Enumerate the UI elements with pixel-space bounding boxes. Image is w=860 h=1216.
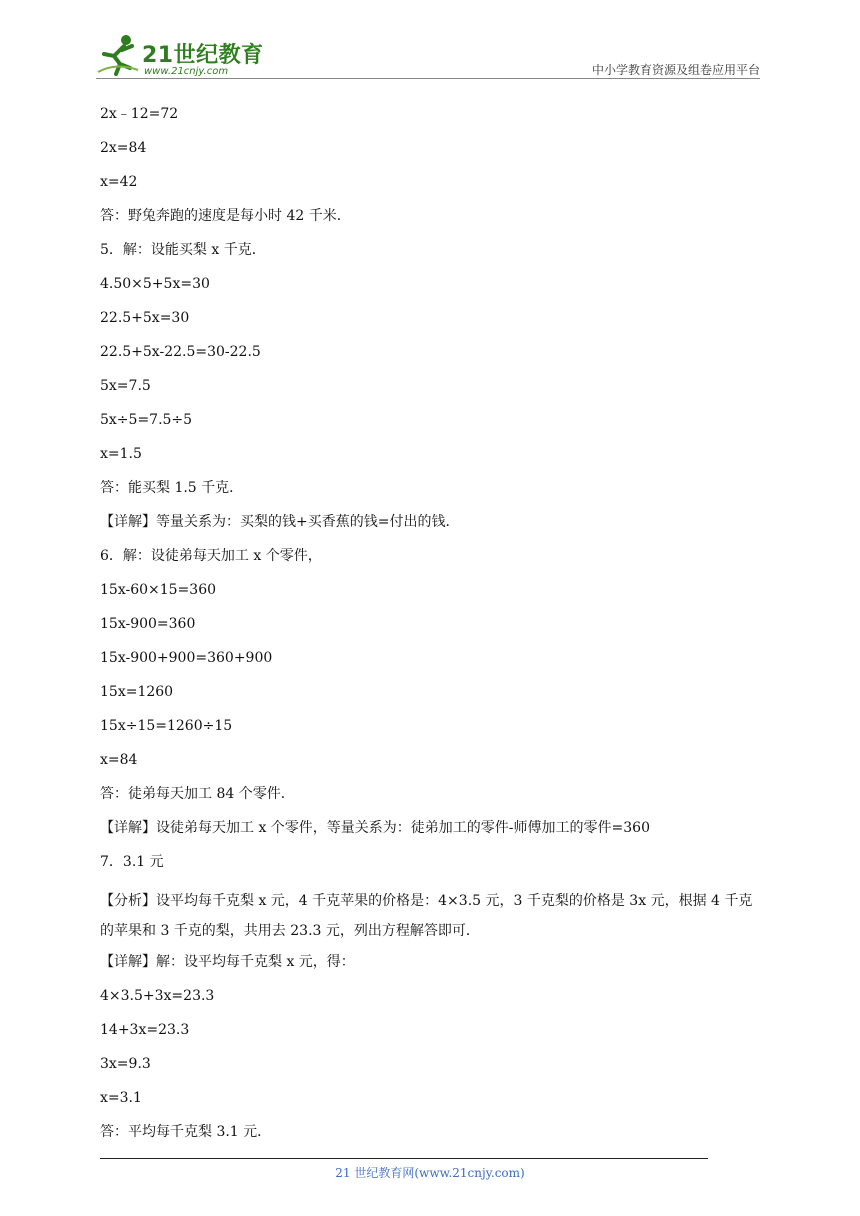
footer-divider [100, 1158, 708, 1159]
logo-text: 21世纪教育 [142, 43, 264, 68]
text-line: 3x=9.3 [100, 1056, 151, 1072]
logo-url: www.21cnjy.com [144, 66, 229, 77]
text-line: 4×3.5+3x=23.3 [100, 988, 215, 1004]
page-footer: 21 世纪教育网(www.21cnjy.com) [335, 1166, 525, 1180]
text-line: 【详解】等量关系为：买梨的钱+买香蕉的钱=付出的钱． [100, 514, 460, 530]
site-logo [96, 32, 266, 76]
text-line: 答：野兔奔跑的速度是每小时 42 千米． [100, 208, 351, 224]
text-line: 15x÷15=1260÷15 [100, 718, 233, 734]
text-line: 5．解：设能买梨 x 千克． [100, 242, 266, 258]
page-header [96, 28, 760, 80]
text-line: 14+3x=23.3 [100, 1022, 190, 1038]
header-platform-text: 中小学教育资源及组卷应用平台 [591, 63, 760, 77]
text-line: 2x﹣12=72 [100, 106, 179, 122]
header-divider [96, 78, 760, 79]
analysis-paragraph: 【分析】设平均每千克梨 x 元，4 千克苹果的价格是：4×3.5 元，3 千克梨的价格是 3x 元，根据 4 千克的苹果和 3 千克的梨，共用去 23.3 元，列出方程解答即可． [100, 893, 753, 939]
text-line: x=84 [100, 752, 138, 768]
runner-logo-icon [96, 32, 140, 76]
text-line: 【详解】解：设平均每千克梨 x 元，得： [100, 954, 355, 970]
text-line: 2x=84 [100, 140, 147, 156]
document-body [100, 104, 764, 1156]
text-line: 4.50×5+5x=30 [100, 276, 210, 292]
text-line: 15x-900+900=360+900 [100, 650, 273, 666]
text-line: 15x=1260 [100, 684, 174, 700]
text-line: 22.5+5x-22.5=30-22.5 [100, 344, 261, 360]
text-line: 6．解：设徒弟每天加工 x 个零件， [100, 548, 322, 564]
text-line: 答：徒弟每天加工 84 个零件． [100, 786, 295, 802]
text-line: x=42 [100, 174, 138, 190]
text-line: 7．3.1 元 [100, 854, 164, 870]
text-line: 15x-60×15=360 [100, 582, 217, 598]
text-line: 答：能买梨 1.5 千克． [100, 480, 244, 496]
text-line: 5x=7.5 [100, 378, 151, 394]
text-line: 【详解】设徒弟每天加工 x 个零件，等量关系为：徒弟加工的零件-师傅加工的零件=360 [100, 820, 650, 836]
text-line: 22.5+5x=30 [100, 310, 190, 326]
text-line: x=1.5 [100, 446, 142, 462]
text-line: 15x-900=360 [100, 616, 196, 632]
text-line: 5x÷5=7.5÷5 [100, 412, 193, 428]
text-line: 答：平均每千克梨 3.1 元． [100, 1124, 272, 1140]
text-line: x=3.1 [100, 1090, 142, 1106]
